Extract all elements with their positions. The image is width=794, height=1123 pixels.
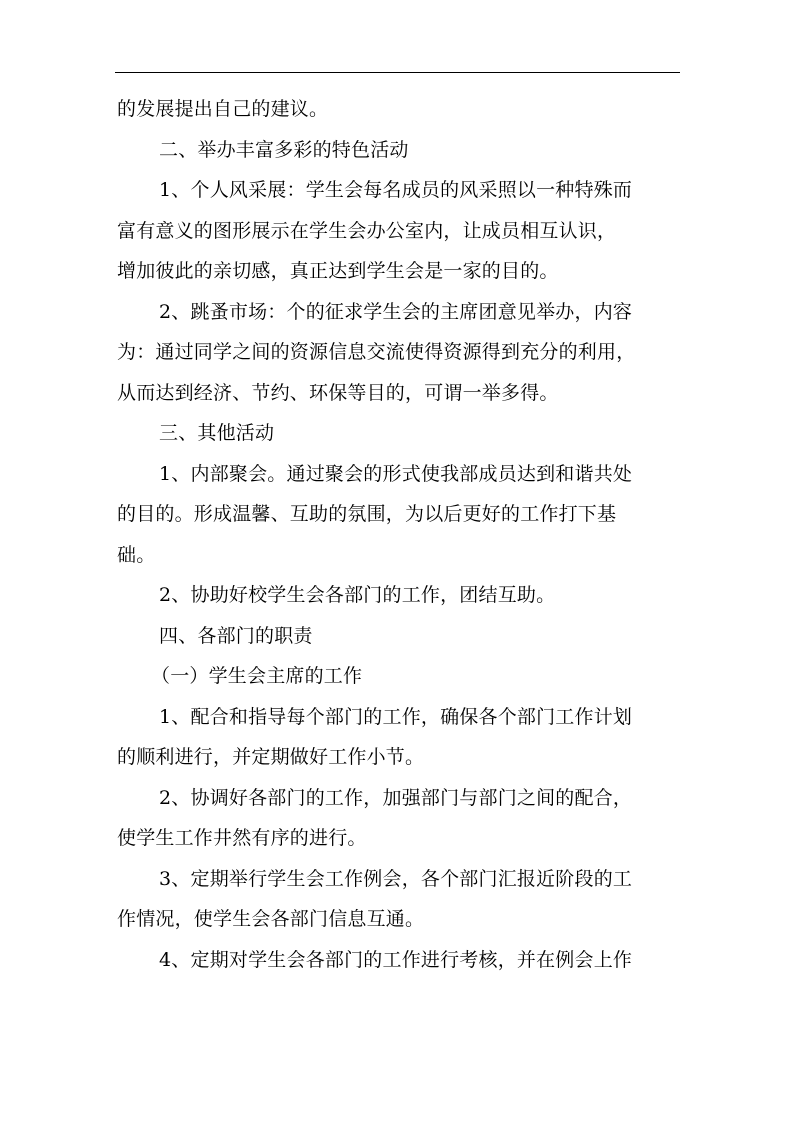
text-line: 3、定期举行学生会工作例会，各个部门汇报近阶段的工 bbox=[159, 867, 633, 890]
text-line: 的发展提出自己的建议。 bbox=[117, 98, 329, 120]
document-body bbox=[117, 89, 683, 980]
subsection-heading: （一）学生会主席的工作 bbox=[151, 665, 363, 687]
text-line: 作情况，使学生会各部门信息互通。 bbox=[117, 908, 425, 930]
text-line: 1、个人风采展：学生会每名成员的风采照以一种特殊而 bbox=[159, 179, 633, 201]
text-line: 2、协助好校学生会各部门的工作，团结互助。 bbox=[159, 584, 556, 606]
header-rule bbox=[115, 72, 680, 73]
section-heading: 四、各部门的职责 bbox=[159, 624, 313, 647]
section-heading: 三、其他活动 bbox=[159, 422, 275, 444]
text-line: 从而达到经济、节约、环保等目的，可谓一举多得。 bbox=[117, 381, 559, 404]
text-line: 增加彼此的亲切感，真正达到学生会是一家的目的。 bbox=[117, 260, 559, 282]
text-line: 1、内部聚会。通过聚会的形式使我部成员达到和谐共处 bbox=[159, 462, 633, 485]
text-line: 础。 bbox=[117, 543, 156, 566]
text-line: 为：通过同学之间的资源信息交流使得资源得到充分的利用， bbox=[117, 341, 636, 363]
text-line: 4、定期对学生会各部门的工作进行考核，并在例会上作 bbox=[159, 948, 633, 971]
text-line: 2、协调好各部门的工作，加强部门与部门之间的配合， bbox=[159, 786, 633, 809]
text-line: 的目的。形成温馨、互助的氛围，为以后更好的工作打下基 bbox=[117, 503, 617, 525]
text-line: 富有意义的图形展示在学生会办公室内，让成员相互认识， bbox=[117, 219, 617, 242]
section-heading: 二、举办丰富多彩的特色活动 bbox=[159, 138, 409, 161]
text-line: 2、跳蚤市场：个的征求学生会的主席团意见举办，内容 bbox=[159, 300, 633, 323]
text-line: 使学生工作井然有序的进行。 bbox=[117, 827, 367, 849]
text-line: 1、配合和指导每个部门的工作，确保各个部门工作计划 bbox=[159, 705, 633, 728]
text-line: 的顺利进行，并定期做好工作小节。 bbox=[117, 746, 425, 768]
